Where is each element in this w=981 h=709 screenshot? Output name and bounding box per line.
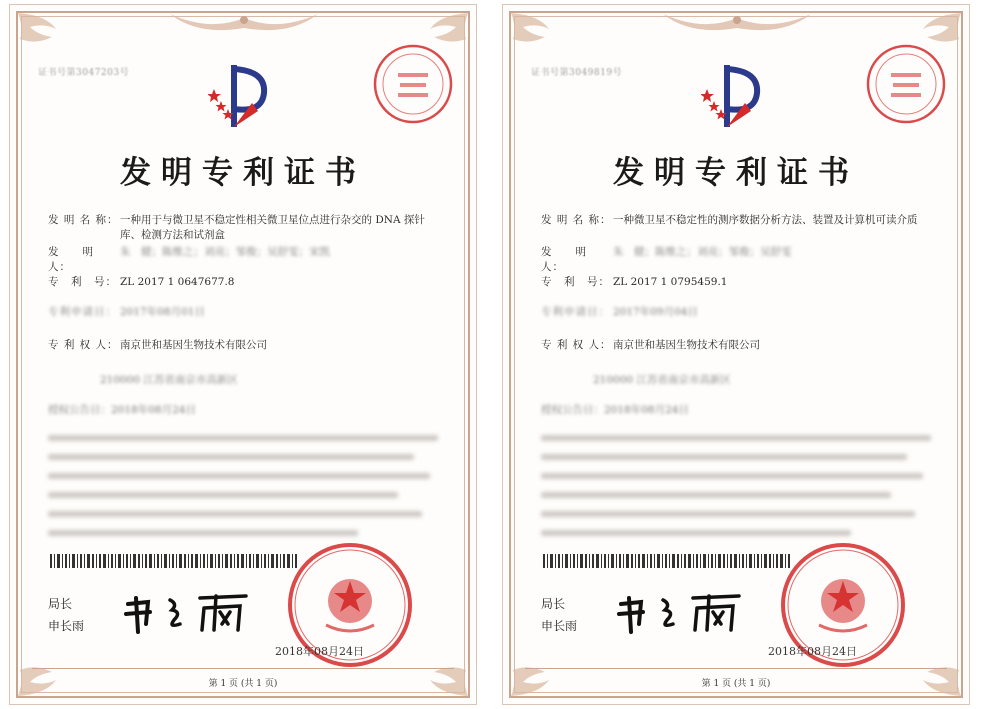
blurred-body-text xyxy=(541,435,939,549)
certificate-title: 发明专利证书 xyxy=(613,155,859,191)
holder-label: 专 利 权 人： xyxy=(541,339,612,351)
inventor: 朱 健；陈维之；刘亮；邹俊；吴舒雯 xyxy=(613,246,792,258)
invention-label: 发 明 名 称： xyxy=(541,214,612,226)
filing-row xyxy=(541,305,939,320)
invention-name: 一种用于与微卫星不稳定性相关微卫星位点进行杂交的 DNA 探针库、检测方法和试剂盒 xyxy=(120,214,425,241)
patent-number: ZL 2017 1 0795459.1 xyxy=(613,276,728,288)
top-ornament-icon xyxy=(653,10,821,38)
certificate-left xyxy=(9,4,477,705)
invention-row xyxy=(48,213,446,243)
signature-icon xyxy=(613,590,753,635)
divider xyxy=(32,668,454,669)
barcode-icon xyxy=(50,554,300,568)
page-indicator: 第 1 页 (共 1 页) xyxy=(208,679,278,689)
barcode-icon xyxy=(543,554,793,568)
invention-name: 一种微卫星不稳定性的测序数据分析方法、装置及计算机可读介质 xyxy=(613,214,918,226)
inventor: 朱 健；陈维之；刘亮；邹俊；吴舒雯；宋凯 xyxy=(120,246,330,258)
filing-date: 2017年08月01日 xyxy=(120,306,205,318)
agency-stamp-icon xyxy=(865,43,947,125)
patent-label: 专 利 号： xyxy=(541,276,610,288)
invention-row xyxy=(541,213,939,228)
issue-date: 2018年08月24日 xyxy=(275,645,364,658)
director-label: 局长 xyxy=(48,597,73,611)
holder-row xyxy=(48,338,446,353)
inventor-row xyxy=(541,245,939,275)
cert-number: 证书号第3049819号 xyxy=(531,68,623,78)
grant-line: 授权公告日：2018年08月24日 xyxy=(48,404,196,416)
address: 210000 江苏省南京市高新区 xyxy=(100,374,238,386)
corner-ornament-icon xyxy=(16,11,86,51)
cert-number: 证书号第3047203号 xyxy=(38,68,130,78)
signature-icon xyxy=(120,590,260,635)
patent-number: ZL 2017 1 0647677.8 xyxy=(120,276,235,288)
holder: 南京世和基因生物技术有限公司 xyxy=(120,339,267,351)
grant-row xyxy=(541,403,939,418)
blurred-body-text xyxy=(48,435,446,549)
filing-row xyxy=(48,305,446,320)
inventor-label: 发 明 人： xyxy=(48,246,106,273)
address-row xyxy=(100,373,446,388)
director-label: 局长 xyxy=(541,597,566,611)
director-name: 申长雨 xyxy=(48,619,85,633)
holder: 南京世和基因生物技术有限公司 xyxy=(613,339,760,351)
invention-label: 发 明 名 称： xyxy=(48,214,119,226)
patent-row xyxy=(48,275,446,290)
inventor-row xyxy=(48,245,446,275)
certificate-title: 发明专利证书 xyxy=(120,155,366,191)
patent-row xyxy=(541,275,939,290)
filing-label: 专利申请日： xyxy=(48,306,117,318)
issue-date: 2018年08月24日 xyxy=(768,645,857,658)
holder-label: 专 利 权 人： xyxy=(48,339,119,351)
certificate-right xyxy=(502,4,970,705)
page-indicator: 第 1 页 (共 1 页) xyxy=(701,679,771,689)
holder-row xyxy=(541,338,939,353)
filing-date: 2017年09月04日 xyxy=(613,306,698,318)
filing-label: 专利申请日： xyxy=(541,306,610,318)
grant-line: 授权公告日：2018年08月24日 xyxy=(541,404,689,416)
corner-ornament-icon xyxy=(509,11,579,51)
divider xyxy=(525,668,947,669)
grant-row xyxy=(48,403,446,418)
agency-stamp-icon xyxy=(372,43,454,125)
cnipa-logo-icon xyxy=(701,63,761,135)
patent-label: 专 利 号： xyxy=(48,276,117,288)
top-ornament-icon xyxy=(160,10,328,38)
cnipa-logo-icon xyxy=(208,63,268,135)
director-name: 申长雨 xyxy=(541,619,578,633)
address: 210000 江苏省南京市高新区 xyxy=(593,374,731,386)
inventor-label: 发 明 人： xyxy=(541,246,599,273)
address-row xyxy=(593,373,939,388)
